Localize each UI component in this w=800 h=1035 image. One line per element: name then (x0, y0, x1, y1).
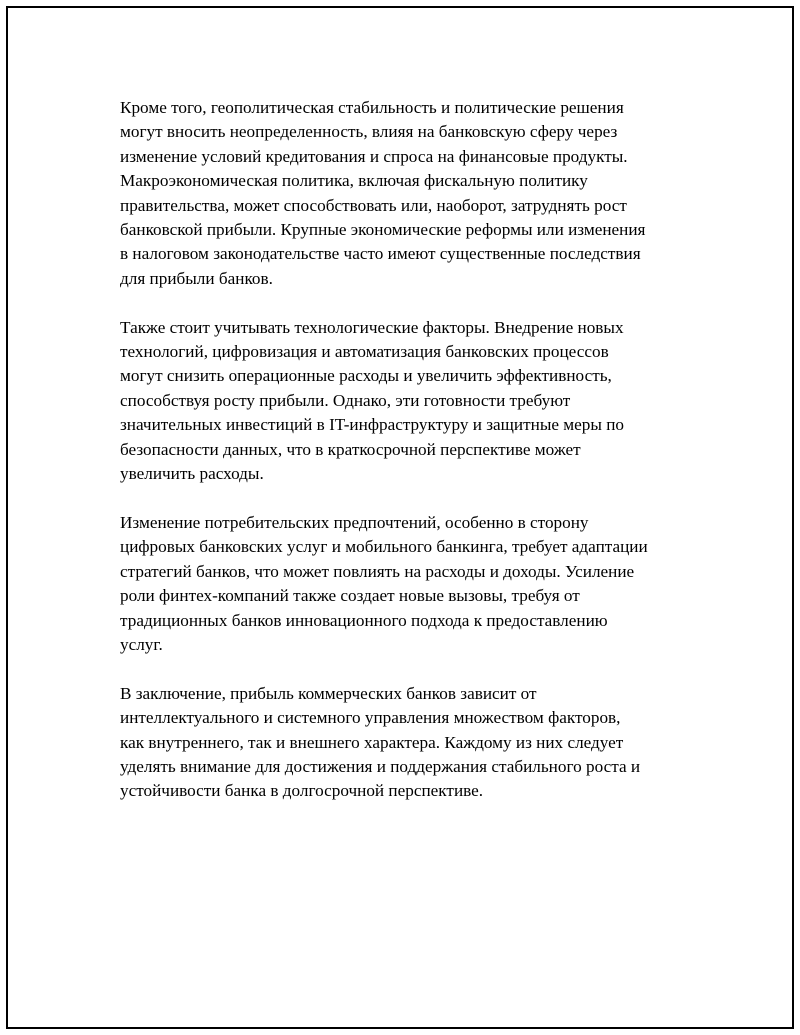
text-line: интеллектуального и системного управления множеством факторов, (120, 708, 621, 728)
text-line: изменение условий кредитования и спроса на финансовые продукты. (120, 146, 628, 166)
text-line: роли финтех-компаний также создает новые вызовы, требуя от (120, 586, 580, 606)
text-line: уделять внимание для достижения и поддержания стабильного роста и (120, 756, 641, 776)
text-line: Также стоит учитывать технологические факторы. Внедрение новых (120, 317, 624, 337)
text-line: цифровых банковских услуг и мобильного банкинга, требует адаптации (120, 537, 648, 557)
text-line: увеличить расходы. (120, 464, 264, 484)
text-line: стратегий банков, что может повлиять на расходы и доходы. Усиление (120, 561, 635, 581)
text-line: Кроме того, геополитическая стабильность и политические решения (120, 98, 624, 117)
text-line: в налоговом законодательстве часто имеют существенные последствия (120, 244, 641, 264)
text-line: устойчивости банка в долгосрочной перспективе. (120, 781, 484, 801)
paragraph-technology (120, 316, 698, 487)
text-line: могут вносить неопределенность, влияя на банковскую сферу через (120, 122, 618, 142)
text-line: значительных инвестиций в IT-инфраструктуру и защитные меры по (120, 415, 625, 435)
text-line: традиционных банков инновационного подхода к предоставлению (120, 610, 608, 630)
text-line: безопасности данных, что в краткосрочной перспективе может (120, 439, 581, 459)
text-line: банковской прибыли. Крупные экономические реформы или изменения (120, 220, 646, 240)
text-line: способствуя росту прибыли. Однако, эти готовности требуют (120, 390, 571, 410)
paragraph-consumer-preferences (120, 511, 698, 657)
text-line: технологий, цифровизация и автоматизация банковских процессов (120, 342, 609, 362)
text-line: как внутреннего, так и внешнего характера. Каждому из них следует (120, 732, 624, 752)
text-line: Изменение потребительских предпочтений, особенно в сторону (120, 512, 589, 532)
text-line: могут снизить операционные расходы и увеличить эффективность, (120, 366, 612, 386)
text-line: услуг. (120, 634, 163, 654)
paragraph-conclusion (120, 682, 698, 804)
text-line: правительства, может способствовать или, наоборот, затруднять рост (120, 195, 627, 215)
document-body (120, 96, 698, 828)
paragraph-geopolitics (120, 96, 698, 291)
text-line: Макроэкономическая политика, включая фискальную политику (120, 171, 588, 191)
text-line: В заключение, прибыль коммерческих банков зависит от (120, 683, 537, 703)
text-line: для прибыли банков. (120, 268, 273, 288)
document-page (6, 6, 794, 1029)
